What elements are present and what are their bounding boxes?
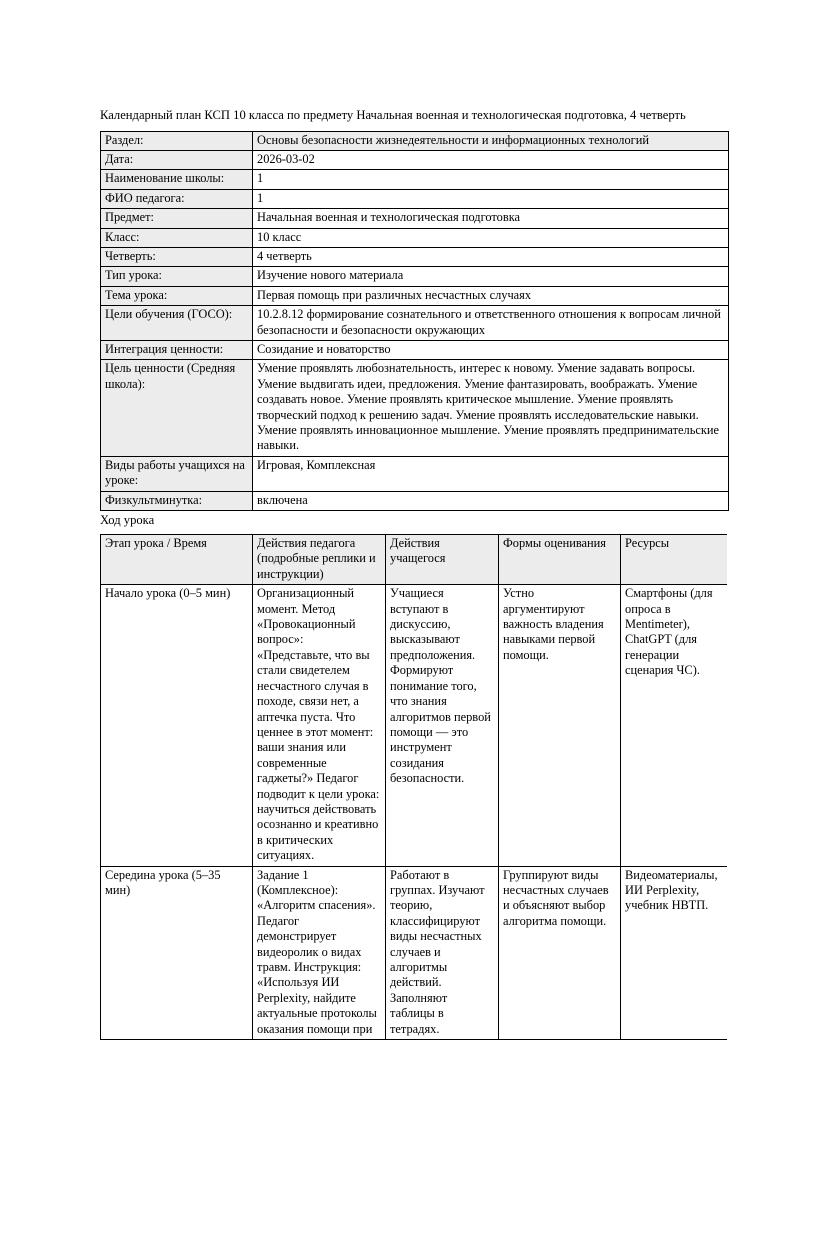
table-row	[101, 866, 728, 1039]
assessment-cell: Устно аргументируют важность владения навыками первой помощи.	[499, 585, 621, 866]
column-header: Ресурсы	[621, 535, 728, 585]
info-row-label: Физкультминутка:	[101, 491, 253, 510]
lesson-flow-table-body	[101, 585, 728, 1040]
table-row	[101, 131, 729, 150]
teacher-actions-cell: Организационный момент. Метод «Провокационный вопрос»: «Представьте, что вы стали свидетелем несчастного случая в походе, связи нет, а аптечка пуста. Что ценнее в этот момент: ваши знания или современные гаджеты?» Педагог подводит к цели урока: научиться действовать осознанно и креативно в критических ситуациях.	[253, 585, 386, 866]
teacher-actions-cell: Задание 1 (Комплексное): «Алгоритм спасения». Педагог демонстрирует видеоролик о видах травм. Инструкция: «Используя ИИ Perplexity, найдите актуальные протоколы оказания помощи при	[253, 866, 386, 1039]
info-row-value: Начальная военная и технологическая подготовка	[253, 209, 729, 228]
assessment-cell: Группируют виды несчастных случаев и объясняют выбор алгоритма помощи.	[499, 866, 621, 1039]
resources-cell: Видеоматериалы, ИИ Perplexity, учебник НВТП.	[621, 866, 728, 1039]
lesson-info-table-body	[101, 131, 729, 511]
info-row-label: Наименование школы:	[101, 170, 253, 189]
table-header-row	[101, 535, 728, 585]
column-header: Этап урока / Время	[101, 535, 253, 585]
info-row-label: Цели обучения (ГОСО):	[101, 306, 253, 341]
table-row	[101, 209, 729, 228]
section-caption-lesson-flow: Ход урока	[100, 513, 155, 528]
info-row-label: Тип урока:	[101, 267, 253, 286]
info-row-value: включена	[253, 491, 729, 510]
info-row-label: Виды работы учащихся на уроке:	[101, 456, 253, 491]
page-title: Календарный план КСП 10 класса по предмету Начальная военная и технологическая подготовка, 4 четверть	[100, 108, 686, 122]
column-header: Действия учащегося	[386, 535, 499, 585]
info-row-label: ФИО педагога:	[101, 189, 253, 208]
student-actions-cell: Учащиеся вступают в дискуссию, высказывают предположения. Формируют понимание того, что знания алгоритмов первой помощи — это инструмент созидания безопасности.	[386, 585, 499, 866]
lesson-flow-clip-region	[100, 534, 727, 1239]
table-row	[101, 585, 728, 866]
table-row	[101, 491, 729, 510]
info-row-label: Четверть:	[101, 247, 253, 266]
column-header: Формы оценивания	[499, 535, 621, 585]
lesson-flow-table-head	[101, 535, 728, 585]
table-row	[101, 456, 729, 491]
info-row-label: Цель ценности (Средняя школа):	[101, 360, 253, 456]
stage-cell: Начало урока (0–5 мин)	[101, 585, 253, 866]
column-header: Действия педагога (подробные реплики и инструкции)	[253, 535, 386, 585]
table-row	[101, 170, 729, 189]
lesson-flow-table	[100, 534, 727, 1040]
info-row-value: 1	[253, 170, 729, 189]
info-row-value: Умение проявлять любознательность, интерес к новому. Умение задавать вопросы. Умение выдвигать идеи, предложения. Умение фантазировать, воображать. Умение создавать новое. Умение проявлять критическое мышление. Умение проявлять творческий подход к решению задач. Умение проявлять исследовательские навыки. Умение проявлять инновационное мышление. Умение проявлять предпринимательские навыки.	[253, 360, 729, 456]
table-row	[101, 228, 729, 247]
table-row	[101, 306, 729, 341]
lesson-info-table	[100, 131, 729, 512]
student-actions-cell: Работают в группах. Изучают теорию, классифицируют виды несчастных случаев и алгоритмы действий. Заполняют таблицы в тетрадях.	[386, 866, 499, 1039]
info-row-value: Первая помощь при различных несчастных случаях	[253, 286, 729, 305]
info-row-label: Дата:	[101, 150, 253, 169]
info-row-label: Предмет:	[101, 209, 253, 228]
table-row	[101, 267, 729, 286]
info-row-label: Раздел:	[101, 131, 253, 150]
info-row-value: 4 четверть	[253, 247, 729, 266]
table-row	[101, 247, 729, 266]
info-row-label: Интеграция ценности:	[101, 340, 253, 359]
info-row-value: Созидание и новаторство	[253, 340, 729, 359]
table-row	[101, 189, 729, 208]
table-row	[101, 286, 729, 305]
info-row-value: 10.2.8.12 формирование сознательного и ответственного отношения к вопросам личной безопасности и безопасности окружающих	[253, 306, 729, 341]
info-row-value: Основы безопасности жизнедеятельности и информационных технологий	[253, 131, 729, 150]
stage-cell: Середина урока (5–35 мин)	[101, 866, 253, 1039]
table-row	[101, 150, 729, 169]
info-row-value: 10 класс	[253, 228, 729, 247]
info-row-value: Изучение нового материала	[253, 267, 729, 286]
table-row	[101, 360, 729, 456]
info-row-label: Тема урока:	[101, 286, 253, 305]
info-row-value: Игровая, Комплексная	[253, 456, 729, 491]
info-row-value: 1	[253, 189, 729, 208]
info-row-label: Класс:	[101, 228, 253, 247]
info-row-value: 2026-03-02	[253, 150, 729, 169]
table-row	[101, 340, 729, 359]
resources-cell: Смартфоны (для опроса в Mentimeter), ChatGPT (для генерации сценария ЧС).	[621, 585, 728, 866]
